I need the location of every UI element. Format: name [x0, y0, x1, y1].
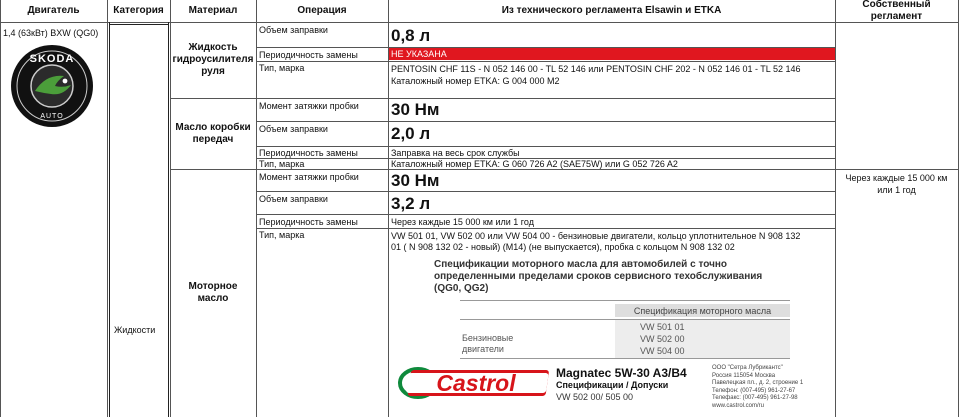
value-gb-volume: 2,0 л — [391, 124, 431, 143]
op-plug-torque: Момент затяжки пробки — [259, 172, 359, 182]
op-fill-volume: Объем заправки — [259, 194, 328, 204]
value-ps-type-2: Каталожный номер ETKA: G 004 000 M2 — [391, 76, 560, 86]
engine-label: 1,4 (63кВт) BXW (QG0) — [3, 28, 99, 38]
spec-title: Спецификации моторного масла для автомобилей с точно определенными пределами сроков сервисного техобслуживания (QG0, QG2) — [434, 259, 763, 294]
material-power-steering: Жидкость гидроусилителя руля — [172, 42, 254, 77]
value-gb-torque: 30 Нм — [391, 100, 440, 119]
op-fill-volume: Объем заправки — [259, 124, 328, 134]
header-regulation: Из технического регламента Elsawin и ETKA — [501, 5, 722, 16]
value-eo-type-1: VW 501 01, VW 502 00 или VW 504 00 - бензиновые двигатели, кольцо уплотнительное N 908 132 — [391, 231, 801, 241]
spec-table — [460, 300, 790, 360]
spec-item: VW 501 01 — [640, 322, 685, 332]
value-ps-type-1: PENTOSIN CHF 11S - N 052 146 00 - TL 52 146 или PENTOSIN CHF 202 - N 052 146 01 - TL 52 146 — [391, 64, 801, 74]
op-type-brand: Тип, марка — [259, 159, 305, 169]
material-gearbox: Масло коробки передач — [175, 122, 251, 145]
castrol-address — [712, 365, 803, 411]
value-eo-interval: Через каждые 15 000 км или 1 год — [391, 217, 534, 227]
spec-col-header: Спецификация моторного масла — [633, 306, 772, 316]
value-ps-interval — [389, 48, 835, 60]
address-line: ООО "Сетра Лубрикантс" — [712, 365, 783, 371]
op-type-brand: Тип, марка — [259, 63, 305, 73]
spec-item: VW 502 00 — [640, 334, 685, 344]
castrol-spec-label: Спецификации / Допуски — [556, 380, 669, 390]
header-operation: Операция — [297, 5, 347, 16]
value-eo-type-2: 01 ( N 908 132 02 - новый) (M14) (не выпускается), пробка с кольцом N 908 132 02 — [391, 242, 735, 252]
op-change-interval: Периодичность замены — [259, 148, 358, 158]
address-line: www.castrol.com/ru — [712, 402, 765, 409]
value-eo-torque: 30 Нм — [391, 171, 440, 190]
address-line: Россия 115054 Москва — [712, 372, 776, 379]
address-line: Телефакс: (007-495) 961-27-98 — [712, 395, 798, 402]
own-regulation-value: Через каждые 15 000 км или 1 год — [845, 173, 948, 195]
value-ps-volume: 0,8 л — [391, 26, 431, 45]
castrol-logo — [398, 364, 550, 402]
op-type-brand: Тип, марка — [259, 230, 305, 240]
op-change-interval: Периодичность замены — [259, 217, 358, 227]
op-fill-volume: Объем заправки — [259, 25, 328, 35]
svg-text:AUTO: AUTO — [40, 113, 64, 120]
value-gb-type: Каталожный номер ETKA: G 060 726 A2 (SAE75W) или G 052 726 A2 — [391, 159, 678, 169]
value-eo-volume: 3,2 л — [391, 194, 431, 213]
spec-row-label: Бензиновые двигатели — [462, 333, 514, 354]
castrol-product: Magnatec 5W-30 A3/B4 — [556, 366, 687, 380]
castrol-spec-value: VW 502 00/ 505 00 — [556, 392, 634, 402]
spec-item: VW 504 00 — [640, 346, 685, 356]
svg-text:SKODA: SKODA — [29, 53, 75, 65]
header-material: Материал — [188, 5, 238, 16]
op-change-interval: Периодичность замены — [259, 50, 358, 60]
alert-text: НЕ УКАЗАНА — [391, 49, 447, 59]
address-line: Телефон: (007-495) 961-27-67 — [712, 387, 796, 394]
header-engine: Двигатель — [27, 5, 80, 16]
header-category: Категория — [113, 5, 164, 16]
op-plug-torque: Момент затяжки пробки — [259, 101, 359, 111]
svg-text:Castrol: Castrol — [436, 370, 516, 396]
skoda-logo — [10, 44, 94, 128]
value-gb-interval: Заправка на весь срок службы — [391, 148, 520, 158]
address-line: Павелецкая пл., д. 2, строение 1 — [712, 380, 804, 387]
material-engine-oil: Моторное масло — [188, 281, 238, 304]
category-label: Жидкости — [114, 325, 156, 335]
header-own-regulation: Собственный регламент — [862, 0, 931, 22]
